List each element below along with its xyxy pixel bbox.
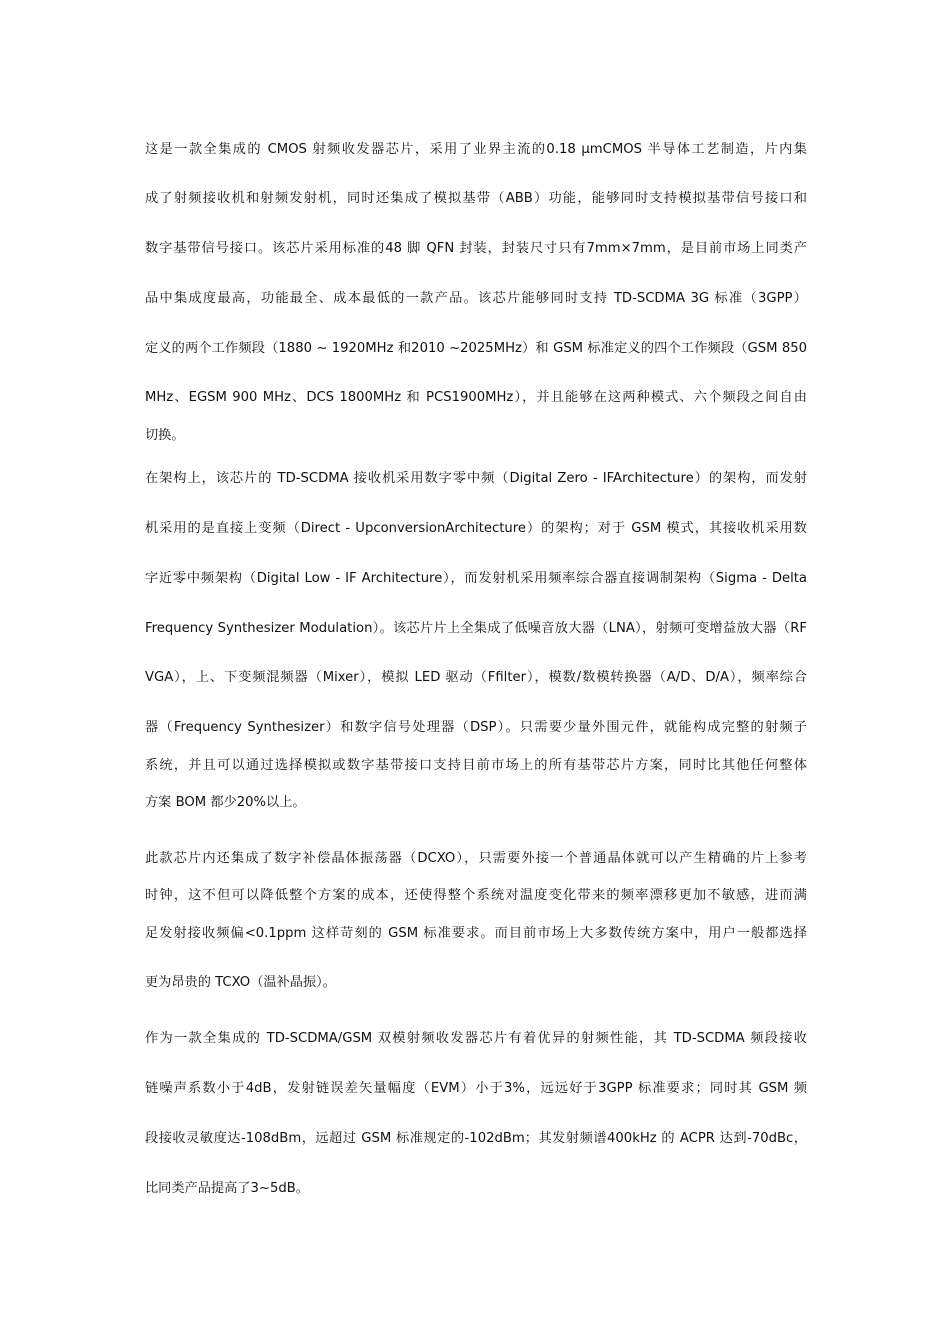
paragraph-1-line-2: 成了射频接收机和射频发射机，同时还集成了模拟基带（ABB）功能，能够同时支持模拟基带信号接口和: [145, 191, 807, 206]
paragraph-2-line-7: 系统，并且可以通过选择模拟或数字基带接口支持目前市场上的所有基带芯片方案，同时比其他任何整体: [145, 758, 807, 773]
paragraph-2-line-8: 方案 BOM 都少20%以上。: [145, 795, 306, 810]
paragraph-3-line-2: 时钟，这不但可以降低整个方案的成本，还使得整个系统对温度变化带来的频率漂移更加不敏感，进而满: [145, 888, 807, 903]
paragraph-2-line-2: 机采用的是直接上变频（Direct - UpconversionArchitecture）的架构；对于 GSM 模式，其接收机采用数: [145, 521, 807, 536]
paragraph-3-line-4: 更为昂贵的 TCXO（温补晶振）。: [145, 975, 336, 990]
paragraph-2-line-5: VGA），上、下变频混频器（Mixer），模拟 LED 驱动（Ffilter），模数/数模转换器（A/D、D/A），频率综合: [145, 670, 807, 685]
paragraph-4-line-3: 段接收灵敏度达-108dBm，远超过 GSM 标准规定的-102dBm；其发射频谱400kHz 的 ACPR 达到-70dBc，: [145, 1131, 807, 1146]
paragraph-4-line-1: 作为一款全集成的 TD-SCDMA/GSM 双模射频收发器芯片有着优异的射频性能，其 TD-SCDMA 频段接收: [145, 1031, 807, 1046]
paragraph-2-line-1: 在架构上，该芯片的 TD-SCDMA 接收机采用数字零中频（Digital Zero - IFArchitecture）的架构，而发射: [145, 471, 807, 486]
paragraph-1-line-3: 数字基带信号接口。该芯片采用标准的48 脚 QFN 封装，封装尺寸只有7mm×7mm，是目前市场上同类产: [145, 241, 807, 256]
paragraph-2-line-6: 器（Frequency Synthesizer）和数字信号处理器（DSP）。只需要少量外围元件，就能构成完整的射频子: [145, 720, 807, 735]
paragraph-2-line-3: 字近零中频架构（Digital Low - IF Architecture），而发射机采用频率综合器直接调制架构（Sigma - Delta: [145, 571, 807, 586]
paragraph-1-line-4: 品中集成度最高，功能最全、成本最低的一款产品。该芯片能够同时支持 TD-SCDMA 3G 标准（3GPP）: [145, 291, 807, 306]
paragraph-3-line-1: 此款芯片内还集成了数字补偿晶体振荡器（DCXO），只需要外接一个普通晶体就可以产生精确的片上参考: [145, 851, 807, 866]
paragraph-4-line-4: 比同类产品提高了3~5dB。: [145, 1181, 309, 1196]
paragraph-2-line-4: Frequency Synthesizer Modulation）。该芯片片上全集成了低噪音放大器（LNA），射频可变增益放大器（RF: [145, 621, 807, 636]
paragraph-3-line-3: 足发射接收频偏<0.1ppm 这样苛刻的 GSM 标准要求。而目前市场上大多数传统方案中，用户一般都选择: [145, 926, 807, 941]
paragraph-4-line-2: 链噪声系数小于4dB，发射链误差矢量幅度（EVM）小于3%，远远好于3GPP 标准要求；同时其 GSM 频: [145, 1081, 807, 1096]
paragraph-1-line-6: MHz、EGSM 900 MHz、DCS 1800MHz 和 PCS1900MHz），并且能够在这两种模式、六个频段之间自由: [145, 390, 807, 405]
paragraph-1-line-5: 定义的两个工作频段（1880 ~ 1920MHz 和2010 ~2025MHz）和 GSM 标准定义的四个工作频段（GSM 850: [145, 341, 807, 356]
paragraph-1-line-7: 切换。: [145, 428, 185, 443]
paragraph-1-line-1: 这是一款全集成的 CMOS 射频收发器芯片，采用了业界主流的0.18 μmCMOS 半导体工艺制造，片内集: [145, 142, 807, 157]
